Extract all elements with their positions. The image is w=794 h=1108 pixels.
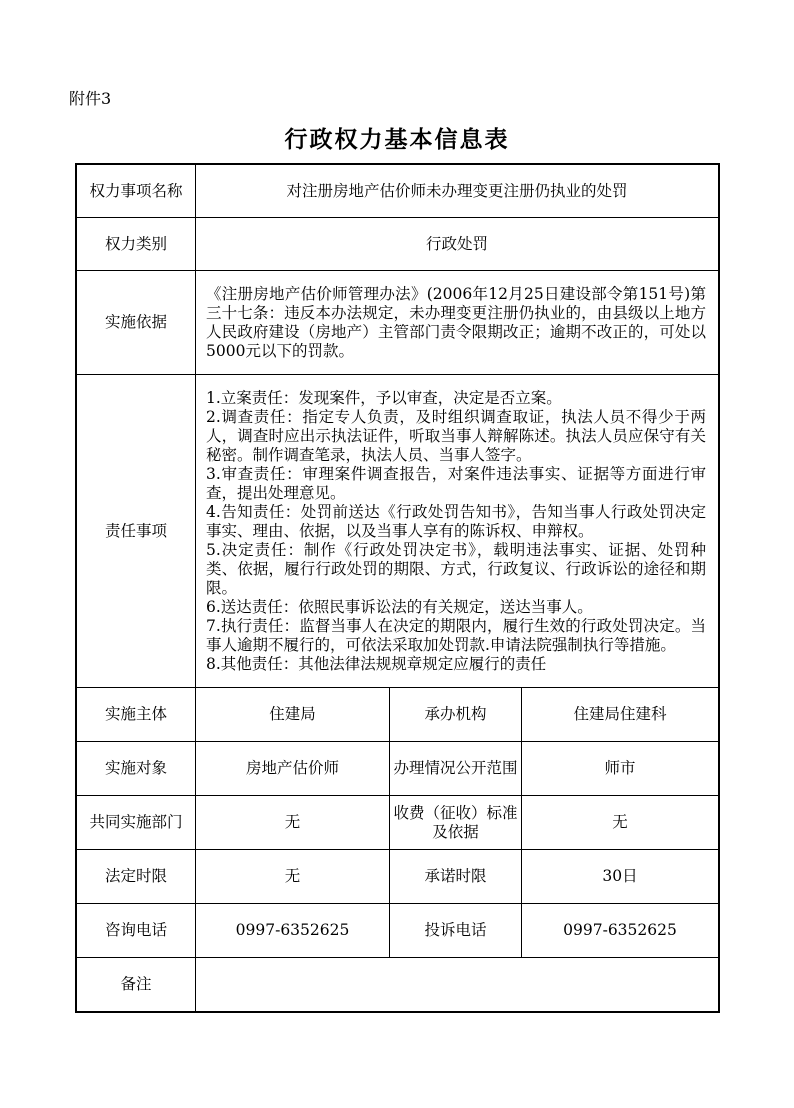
- disclosure-scope-value: 师市: [521, 742, 718, 795]
- power-name-label: 权力事项名称: [89, 181, 183, 200]
- implementation-basis-label: 实施依据: [104, 313, 167, 331]
- implementation-object-value: 房地产估价师: [195, 742, 389, 795]
- duty-item: 3.审查责任：审理案件调查报告，对案件违法事实、证据等方面进行审查，提出处理意见。: [206, 464, 706, 502]
- promised-time-limit-label: 承诺时限: [389, 850, 521, 903]
- complaint-phone-value: 0997-6352625: [521, 904, 718, 957]
- row-implementation-subject: [77, 687, 718, 741]
- responsibility-items-label: 责任事项: [104, 521, 167, 540]
- power-info-table: [75, 163, 720, 1013]
- row-consultation-phone: [77, 903, 718, 957]
- fee-standard-label: 收费（征收）标准及依据: [389, 796, 521, 849]
- row-responsibility-items: [77, 374, 718, 687]
- remarks-label: 备注: [120, 975, 152, 993]
- row-implementation-object: [77, 741, 718, 795]
- row-remarks: [77, 957, 718, 1011]
- duty-item: 8.其他责任：其他法律法规规章规定应履行的责任: [206, 654, 547, 673]
- power-name-value: 对注册房地产估价师未办理变更注册仍执业的处罚: [195, 165, 718, 217]
- joint-departments-label: 共同实施部门: [89, 813, 183, 831]
- duty-item: 4.告知责任：处罚前送达《行政处罚告知书》，告知当事人行政处罚决定事实、理由、依据，以及当事人享有的陈诉权、申辩权。: [206, 502, 706, 540]
- statutory-time-limit-value: 无: [195, 850, 389, 903]
- implementation-basis-text: 《注册房地产估价师管理办法》(2006年12月25日建设部令第151号)第三十七条：违反本办法规定，未办理变更注册仍执业的，由县级以上地方人民政府建设（房地产）主管部门责令限期改正；逾期不改正的，可处以5000元以下的罚款。: [206, 284, 706, 360]
- undertaking-agency-label: 承办机构: [389, 688, 521, 741]
- undertaking-agency-value: 住建局住建科: [521, 688, 718, 741]
- consultation-phone-label: 咨询电话: [104, 921, 167, 939]
- row-power-name: [77, 165, 718, 217]
- implementation-subject-value: 住建局: [195, 688, 389, 741]
- row-power-category: [77, 217, 718, 270]
- power-category-label: 权力类别: [104, 234, 167, 253]
- joint-departments-value: 无: [195, 796, 389, 849]
- implementation-basis-value: [195, 271, 718, 374]
- duty-item: 5.决定责任：制作《行政处罚决定书》，载明违法事实、证据、处罚种类、依据，履行行政处罚的期限、方式，行政复议、行政诉讼的途径和期限。: [206, 540, 706, 597]
- duty-item: 1.立案责任：发现案件，予以审查，决定是否立案。: [206, 388, 562, 407]
- page-title: 行政权力基本信息表: [284, 126, 510, 153]
- implementation-object-label: 实施对象: [104, 759, 167, 777]
- row-statutory-time-limit: [77, 849, 718, 903]
- statutory-time-limit-label: 法定时限: [104, 867, 167, 885]
- disclosure-scope-label: 办理情况公开范围: [389, 742, 521, 795]
- power-category-value: 行政处罚: [195, 218, 718, 270]
- row-joint-departments: [77, 795, 718, 849]
- remarks-value: [195, 958, 718, 1011]
- promised-time-limit-value: 30日: [521, 850, 718, 903]
- responsibility-items-value: [195, 375, 718, 687]
- complaint-phone-label: 投诉电话: [389, 904, 521, 957]
- duty-item: 7.执行责任：监督当事人在决定的期限内，履行生效的行政处罚决定。当事人逾期不履行的，可依法采取加处罚款.申请法院强制执行等措施。: [206, 616, 706, 654]
- consultation-phone-value: 0997-6352625: [195, 904, 389, 957]
- duty-item: 6.送达责任：依照民事诉讼法的有关规定，送达当事人。: [206, 597, 593, 616]
- duty-item: 2.调查责任：指定专人负责，及时组织调查取证，执法人员不得少于两人，调查时应出示执法证件，听取当事人辩解陈述。执法人员应保守有关秘密。制作调查笔录，执法人员、当事人签字。: [206, 407, 706, 464]
- implementation-subject-label: 实施主体: [104, 705, 167, 723]
- row-implementation-basis: [77, 270, 718, 374]
- attachment-label: 附件3: [69, 89, 112, 108]
- fee-standard-value: 无: [521, 796, 718, 849]
